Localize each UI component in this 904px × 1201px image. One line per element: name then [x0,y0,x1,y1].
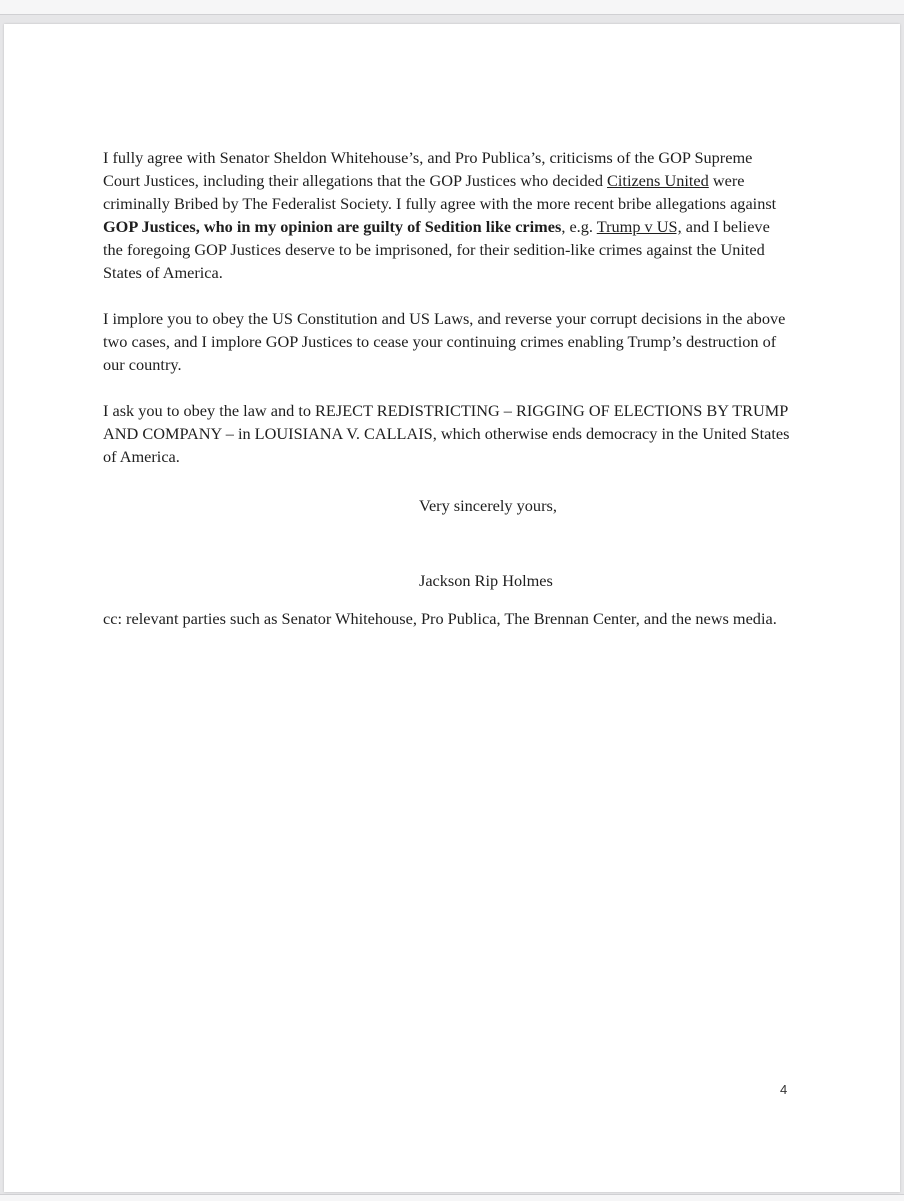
paragraph-criticisms [103,146,793,284]
page-number: 4 [780,1082,788,1097]
previous-page-edge [0,0,904,15]
signature-name: Jackson Rip Holmes [419,571,553,590]
bold-statement: GOP Justices, who in my opinion are guilty of Sedition like crimes [103,217,562,236]
paragraph-criticisms-text-3: , e.g. [561,217,597,236]
paragraph-criticisms-text-2: were criminally Bribed by The Federalist Society. I fully agree with the more recent bribe allegations against [103,171,777,213]
paragraph-criticisms-text-4: and I believe the foregoing GOP Justices deserve to be imprisoned, for their sedition-like crimes against the United States of America. [103,217,770,282]
case-trump-v-us: Trump v US, [596,217,682,236]
case-citizens-united: Citizens United [607,171,709,190]
cc-line: cc: relevant parties such as Senator Whitehouse, Pro Publica, The Brennan Center, and the news media. [103,609,777,628]
paragraph-redistricting: I ask you to obey the law and to REJECT REDISTRICTING – RIGGING OF ELECTIONS BY TRUMP AND COMPANY – in LOUISIANA V. CALLAIS, which otherwise ends democracy in the United States of America. [103,401,790,466]
letter-body [103,146,793,491]
paragraph-implore: I implore you to obey the US Constitution and US Laws, and reverse your corrupt decisions in the above two cases, and I implore GOP Justices to cease your continuing crimes enabling Trump’s destruction of our country. [103,309,786,374]
paragraph-criticisms-text-1: I fully agree with Senator Sheldon Whitehouse’s, and Pro Publica’s, criticisms of the GOP Supreme Court Justices, including their allegations that the GOP Justices who decided [103,148,753,190]
closing-line: Very sincerely yours, [419,496,557,515]
